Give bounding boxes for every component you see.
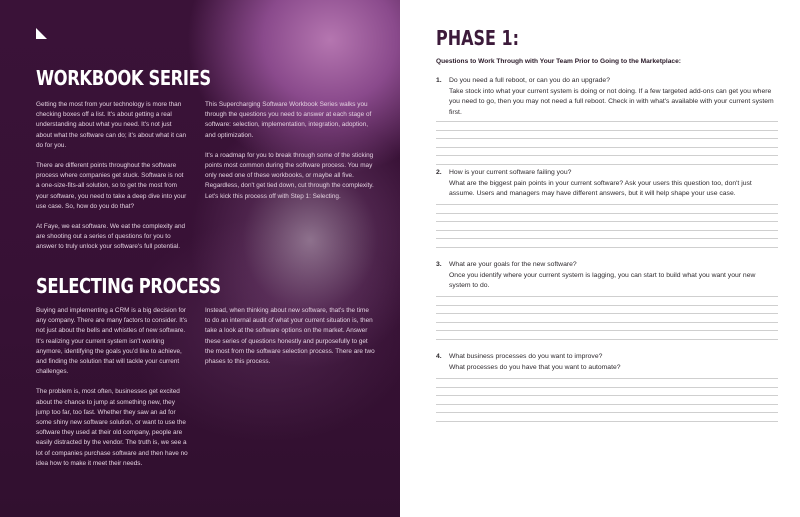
question-item [436, 76, 778, 118]
workbook-column-left [36, 100, 188, 263]
question-detail: What processes do you have that you want to automate? [449, 363, 621, 371]
question-text: Do you need a full reboot, or can you do an upgrade? [449, 77, 610, 84]
question-detail: What are the biggest pain points in your current software? Ask your users this question too, don't just assume. Users and managers may have different answers, but it will help shape your use case. [449, 179, 752, 197]
right-page [400, 0, 800, 517]
selecting-column-left [36, 306, 188, 479]
paragraph: There are different points throughout the software process where companies get stuck. Software is not a one-size-fits-all solution, so to get the most from your software, you need to take a deep dive into your use case. So, how do you do that? [36, 162, 187, 210]
question-text: What business processes do you want to improve? [449, 353, 603, 360]
answer-lines[interactable] [436, 296, 778, 348]
paragraph: This Supercharging Software Workbook Series walks you through the questions you need to answer at each stage of software: selection, implementation, integration, adoption, and optimization. [205, 101, 372, 139]
paragraph: Instead, when thinking about new software, that's the time to do an internal audit of what your current situation is, then take a look at the software options on the market. Answer these series of questions honestly and purposefully to get the most from the software selection process. There are two phases to this process. [205, 307, 375, 366]
phase-subtitle: Questions to Work Through with Your Team Prior to Going to the Marketplace: [436, 58, 681, 65]
paragraph: Getting the most from your technology is more than checking boxes off a list. It's about getting a real understanding about what you need. It's not just about what the software can do; it's about what it can do for you. [36, 101, 187, 149]
paragraph: At Faye, we eat software. We eat the complexity and are shooting out a series of questions for you to answer to truly unlock your software's full potential. [36, 223, 186, 251]
question-text: How is your current software failing you? [449, 169, 572, 176]
selecting-process-heading: SELECTING PROCESS [36, 274, 221, 298]
question-detail: Once you identify where your current system is lagging, you can start to build what you want your new system to do. [449, 271, 756, 289]
selecting-column-right [205, 306, 375, 377]
answer-lines[interactable] [436, 378, 778, 430]
paragraph: It's a roadmap for you to break through some of the sticking points most common during the software process. You may only need one of these workbooks, or maybe all five. Regardless, don't get tied down, cut through the complexity. Let's kick this process off with Step 1: Selecting. [205, 151, 374, 200]
workbook-column-right [205, 100, 375, 212]
question-number: 1. [436, 77, 442, 84]
question-item [436, 352, 778, 373]
question-detail: Take stock into what your current system is doing or not doing. If a few targeted add-ons can get you where you need to go, then you may not need a full reboot. Check in with what's available with your current system first. [449, 87, 774, 116]
question-text: What are your goals for the new software? [449, 261, 577, 268]
answer-lines[interactable] [436, 204, 778, 256]
question-item [436, 168, 778, 200]
corner-mark-icon [36, 28, 47, 39]
paragraph: The problem is, most often, businesses get excited about the chance to jump at something new, they jump too far, too fast. Whether they saw an ad for some shiny new software solution, or want to use the software they used at their old company, people are easily distracted by the vendor. The truth is, we see a lot of companies purchase software and then have no idea how to make it meet their needs. [36, 388, 188, 467]
question-number: 3. [436, 261, 442, 268]
paragraph: Buying and implementing a CRM is a big decision for any company. There are many factors to consider. It's not just about the bells and whistles of new software. It's realizing your current system isn't working anymore, identifying the goals you'd like to achieve, and finding the solution that will tackle your current challenges. [36, 307, 188, 376]
answer-lines[interactable] [436, 121, 778, 173]
workbook-series-heading: WORKBOOK SERIES [36, 66, 211, 90]
question-number: 2. [436, 169, 442, 176]
phase-heading: PHASE 1: [436, 26, 520, 50]
question-number: 4. [436, 353, 442, 360]
question-item [436, 260, 778, 292]
